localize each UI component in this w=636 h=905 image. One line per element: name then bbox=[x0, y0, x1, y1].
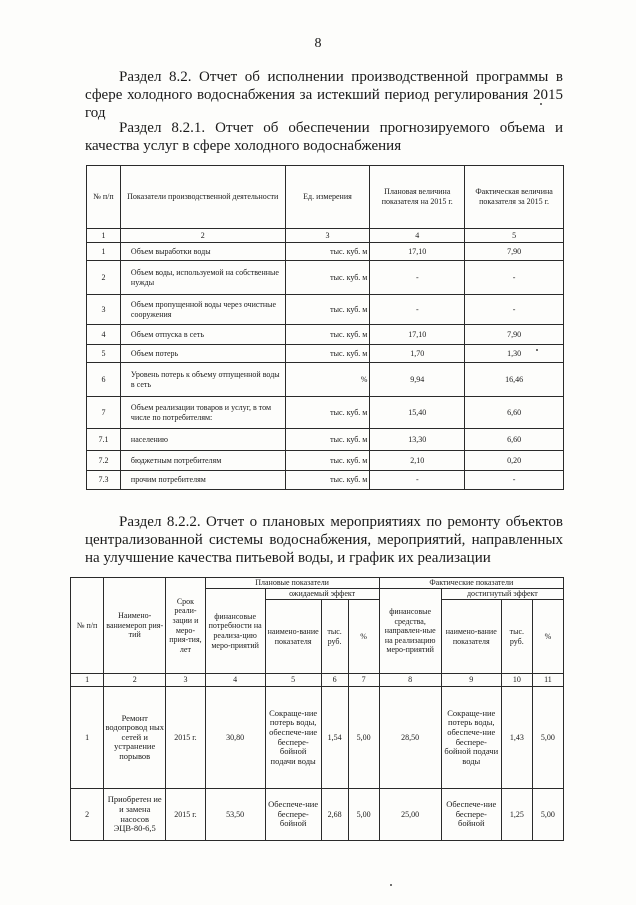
header-exp-rub: тыс. руб. bbox=[321, 600, 348, 674]
row-indicator: бюджетным потребителям bbox=[120, 451, 285, 471]
row-exp-name: Обеспече-ние беспере-бойной bbox=[265, 789, 321, 841]
col-number: 4 bbox=[370, 229, 465, 243]
col-number: 7 bbox=[348, 674, 379, 687]
table-row bbox=[87, 363, 564, 397]
col-number: 3 bbox=[166, 674, 205, 687]
row-term: 2015 г. bbox=[166, 789, 205, 841]
header-num: № п/п bbox=[87, 166, 121, 229]
col-number: 10 bbox=[501, 674, 532, 687]
header-ach-pct: % bbox=[532, 600, 563, 674]
row-unit: тыс. куб. м bbox=[285, 243, 370, 261]
header-ach-name: наимено-вание показателя bbox=[441, 600, 501, 674]
row-num: 2 bbox=[71, 789, 104, 841]
row-ach-rub: 1,25 bbox=[501, 789, 532, 841]
row-num: 4 bbox=[87, 325, 121, 345]
repair-measures-table bbox=[70, 577, 564, 841]
row-num: 7.3 bbox=[87, 471, 121, 490]
header-indicator: Показатели производственной деятельности bbox=[120, 166, 285, 229]
row-unit: тыс. куб. м bbox=[285, 451, 370, 471]
row-exp-name: Сокраще-ние потерь воды, обеспече-ние беспере-бойной подачи воды bbox=[265, 687, 321, 789]
header-fact-fin: финансовые средства, направлен-ные на реализацию меро-приятий bbox=[379, 589, 441, 674]
table-header-row bbox=[71, 578, 564, 589]
row-unit: тыс. куб. м bbox=[285, 429, 370, 451]
row-fact: 16,46 bbox=[465, 363, 564, 397]
column-number-row bbox=[71, 674, 564, 687]
row-num: 1 bbox=[87, 243, 121, 261]
col-number: 11 bbox=[532, 674, 563, 687]
row-indicator: прочим потребителям bbox=[120, 471, 285, 490]
header-unit: Ед. измерения bbox=[285, 166, 370, 229]
row-fact: 1,30 bbox=[465, 345, 564, 363]
row-exp-pct: 5,00 bbox=[348, 789, 379, 841]
row-unit: тыс. куб. м bbox=[285, 261, 370, 295]
header-term: Срок реали-зации и меро-прия-тия, лет bbox=[166, 578, 205, 674]
header-plan-fin: финансовые потребности на реализа-цию меро-приятий bbox=[205, 589, 265, 674]
table-row bbox=[87, 345, 564, 363]
row-fact: 0,20 bbox=[465, 451, 564, 471]
row-num: 6 bbox=[87, 363, 121, 397]
row-ach-pct: 5,00 bbox=[532, 687, 563, 789]
row-fact: 7,90 bbox=[465, 325, 564, 345]
row-exp-rub: 1,54 bbox=[321, 687, 348, 789]
row-unit: тыс. куб. м bbox=[285, 345, 370, 363]
col-number: 4 bbox=[205, 674, 265, 687]
table-row bbox=[87, 243, 564, 261]
table-row bbox=[87, 261, 564, 295]
row-plan: - bbox=[370, 471, 465, 490]
production-indicators-table bbox=[86, 165, 564, 490]
header-exp-name: наимено-вание показателя bbox=[265, 600, 321, 674]
row-plan: 17,10 bbox=[370, 243, 465, 261]
row-unit: тыс. куб. м bbox=[285, 397, 370, 429]
header-fact-group: Фактические показатели bbox=[379, 578, 563, 589]
scan-speck bbox=[390, 884, 392, 886]
header-exp-pct: % bbox=[348, 600, 379, 674]
section-8-2-1-heading: Раздел 8.2.1. Отчет об обеспечении прогнозируемого объема и качества услуг в сфере холодного водоснабжения bbox=[85, 120, 563, 154]
header-plan: Плановая величина показателя на 2015 г. bbox=[370, 166, 465, 229]
table-row bbox=[87, 451, 564, 471]
header-fact: Фактическая величина показателя за 2015 г. bbox=[465, 166, 564, 229]
row-plan: 9,94 bbox=[370, 363, 465, 397]
row-plan-fin: 30,80 bbox=[205, 687, 265, 789]
row-unit: % bbox=[285, 363, 370, 397]
col-number: 9 bbox=[441, 674, 501, 687]
row-exp-rub: 2,68 bbox=[321, 789, 348, 841]
row-num: 7.2 bbox=[87, 451, 121, 471]
section-8-2-2-heading: Раздел 8.2.2. Отчет о плановых мероприятиях по ремонту объектов централизованной системы водоснабжения, мероприятий, направленных на улучшение качества питьевой воды, и график их реализации bbox=[85, 514, 563, 566]
row-indicator: Объем воды, используемой на собственные нужды bbox=[120, 261, 285, 295]
col-number: 5 bbox=[465, 229, 564, 243]
scan-speck bbox=[540, 103, 542, 105]
row-num: 7 bbox=[87, 397, 121, 429]
col-number: 8 bbox=[379, 674, 441, 687]
row-indicator: населению bbox=[120, 429, 285, 451]
row-num: 7.1 bbox=[87, 429, 121, 451]
row-unit: тыс. куб. м bbox=[285, 295, 370, 325]
row-plan: 13,30 bbox=[370, 429, 465, 451]
row-term: 2015 г. bbox=[166, 687, 205, 789]
header-achieved: достигнутый эффект bbox=[441, 589, 563, 600]
row-num: 1 bbox=[71, 687, 104, 789]
row-indicator: Объем выработки воды bbox=[120, 243, 285, 261]
row-fact: 6,60 bbox=[465, 429, 564, 451]
row-plan-fin: 53,50 bbox=[205, 789, 265, 841]
row-indicator: Объем потерь bbox=[120, 345, 285, 363]
row-num: 5 bbox=[87, 345, 121, 363]
header-name: Наимено-ваниемероп рия-тий bbox=[104, 578, 166, 674]
col-number: 5 bbox=[265, 674, 321, 687]
row-exp-pct: 5,00 bbox=[348, 687, 379, 789]
row-plan: 2,10 bbox=[370, 451, 465, 471]
row-indicator: Объем реализации товаров и услуг, в том числе по потребителям: bbox=[120, 397, 285, 429]
table-row bbox=[87, 429, 564, 451]
row-fact: 7,90 bbox=[465, 243, 564, 261]
row-fact-fin: 28,50 bbox=[379, 687, 441, 789]
row-indicator: Объем пропущенной воды через очистные сооружения bbox=[120, 295, 285, 325]
header-plan-group: Плановые показатели bbox=[205, 578, 379, 589]
col-number: 2 bbox=[104, 674, 166, 687]
page-number: 8 bbox=[314, 36, 322, 51]
row-ach-name: Обеспече-ние беспере-бойной bbox=[441, 789, 501, 841]
table-header-row bbox=[87, 166, 564, 229]
col-number: 1 bbox=[71, 674, 104, 687]
row-plan: - bbox=[370, 261, 465, 295]
row-plan: - bbox=[370, 295, 465, 325]
col-number: 6 bbox=[321, 674, 348, 687]
row-num: 2 bbox=[87, 261, 121, 295]
col-number: 3 bbox=[285, 229, 370, 243]
row-fact-fin: 25,00 bbox=[379, 789, 441, 841]
header-expected: ожидаемый эффект bbox=[265, 589, 379, 600]
row-plan: 15,40 bbox=[370, 397, 465, 429]
row-plan: 17,10 bbox=[370, 325, 465, 345]
row-fact: 6,60 bbox=[465, 397, 564, 429]
row-name: Ремонт водопровод ных сетей и устранение порывов bbox=[104, 687, 166, 789]
col-number: 2 bbox=[120, 229, 285, 243]
row-ach-name: Сокраще-ние потерь воды, обеспече-ние беспере-бойной подачи воды bbox=[441, 687, 501, 789]
col-number: 1 bbox=[87, 229, 121, 243]
table-row bbox=[87, 295, 564, 325]
table-row bbox=[71, 687, 564, 789]
row-ach-pct: 5,00 bbox=[532, 789, 563, 841]
table-row bbox=[87, 397, 564, 429]
row-unit: тыс. куб. м bbox=[285, 471, 370, 490]
row-fact: - bbox=[465, 471, 564, 490]
row-indicator: Уровень потерь к объему отпущенной воды в сеть bbox=[120, 363, 285, 397]
row-ach-rub: 1,43 bbox=[501, 687, 532, 789]
table-row bbox=[87, 325, 564, 345]
row-num: 3 bbox=[87, 295, 121, 325]
column-number-row bbox=[87, 229, 564, 243]
row-indicator: Объем отпуска в сеть bbox=[120, 325, 285, 345]
row-fact: - bbox=[465, 295, 564, 325]
section-8-2-heading: Раздел 8.2. Отчет об исполнении производственной программы в сфере холодного водоснабжения за истекший период регулирования 2015 год bbox=[85, 69, 563, 121]
table-row bbox=[87, 471, 564, 490]
header-ach-rub: тыс. руб. bbox=[501, 600, 532, 674]
row-unit: тыс. куб. м bbox=[285, 325, 370, 345]
row-plan: 1,70 bbox=[370, 345, 465, 363]
header-num: № п/п bbox=[71, 578, 104, 674]
row-name: Приобретен ие и замена насосов ЭЦВ-80-6,5 bbox=[104, 789, 166, 841]
scan-speck bbox=[536, 349, 538, 351]
table-row bbox=[71, 789, 564, 841]
row-fact: - bbox=[465, 261, 564, 295]
